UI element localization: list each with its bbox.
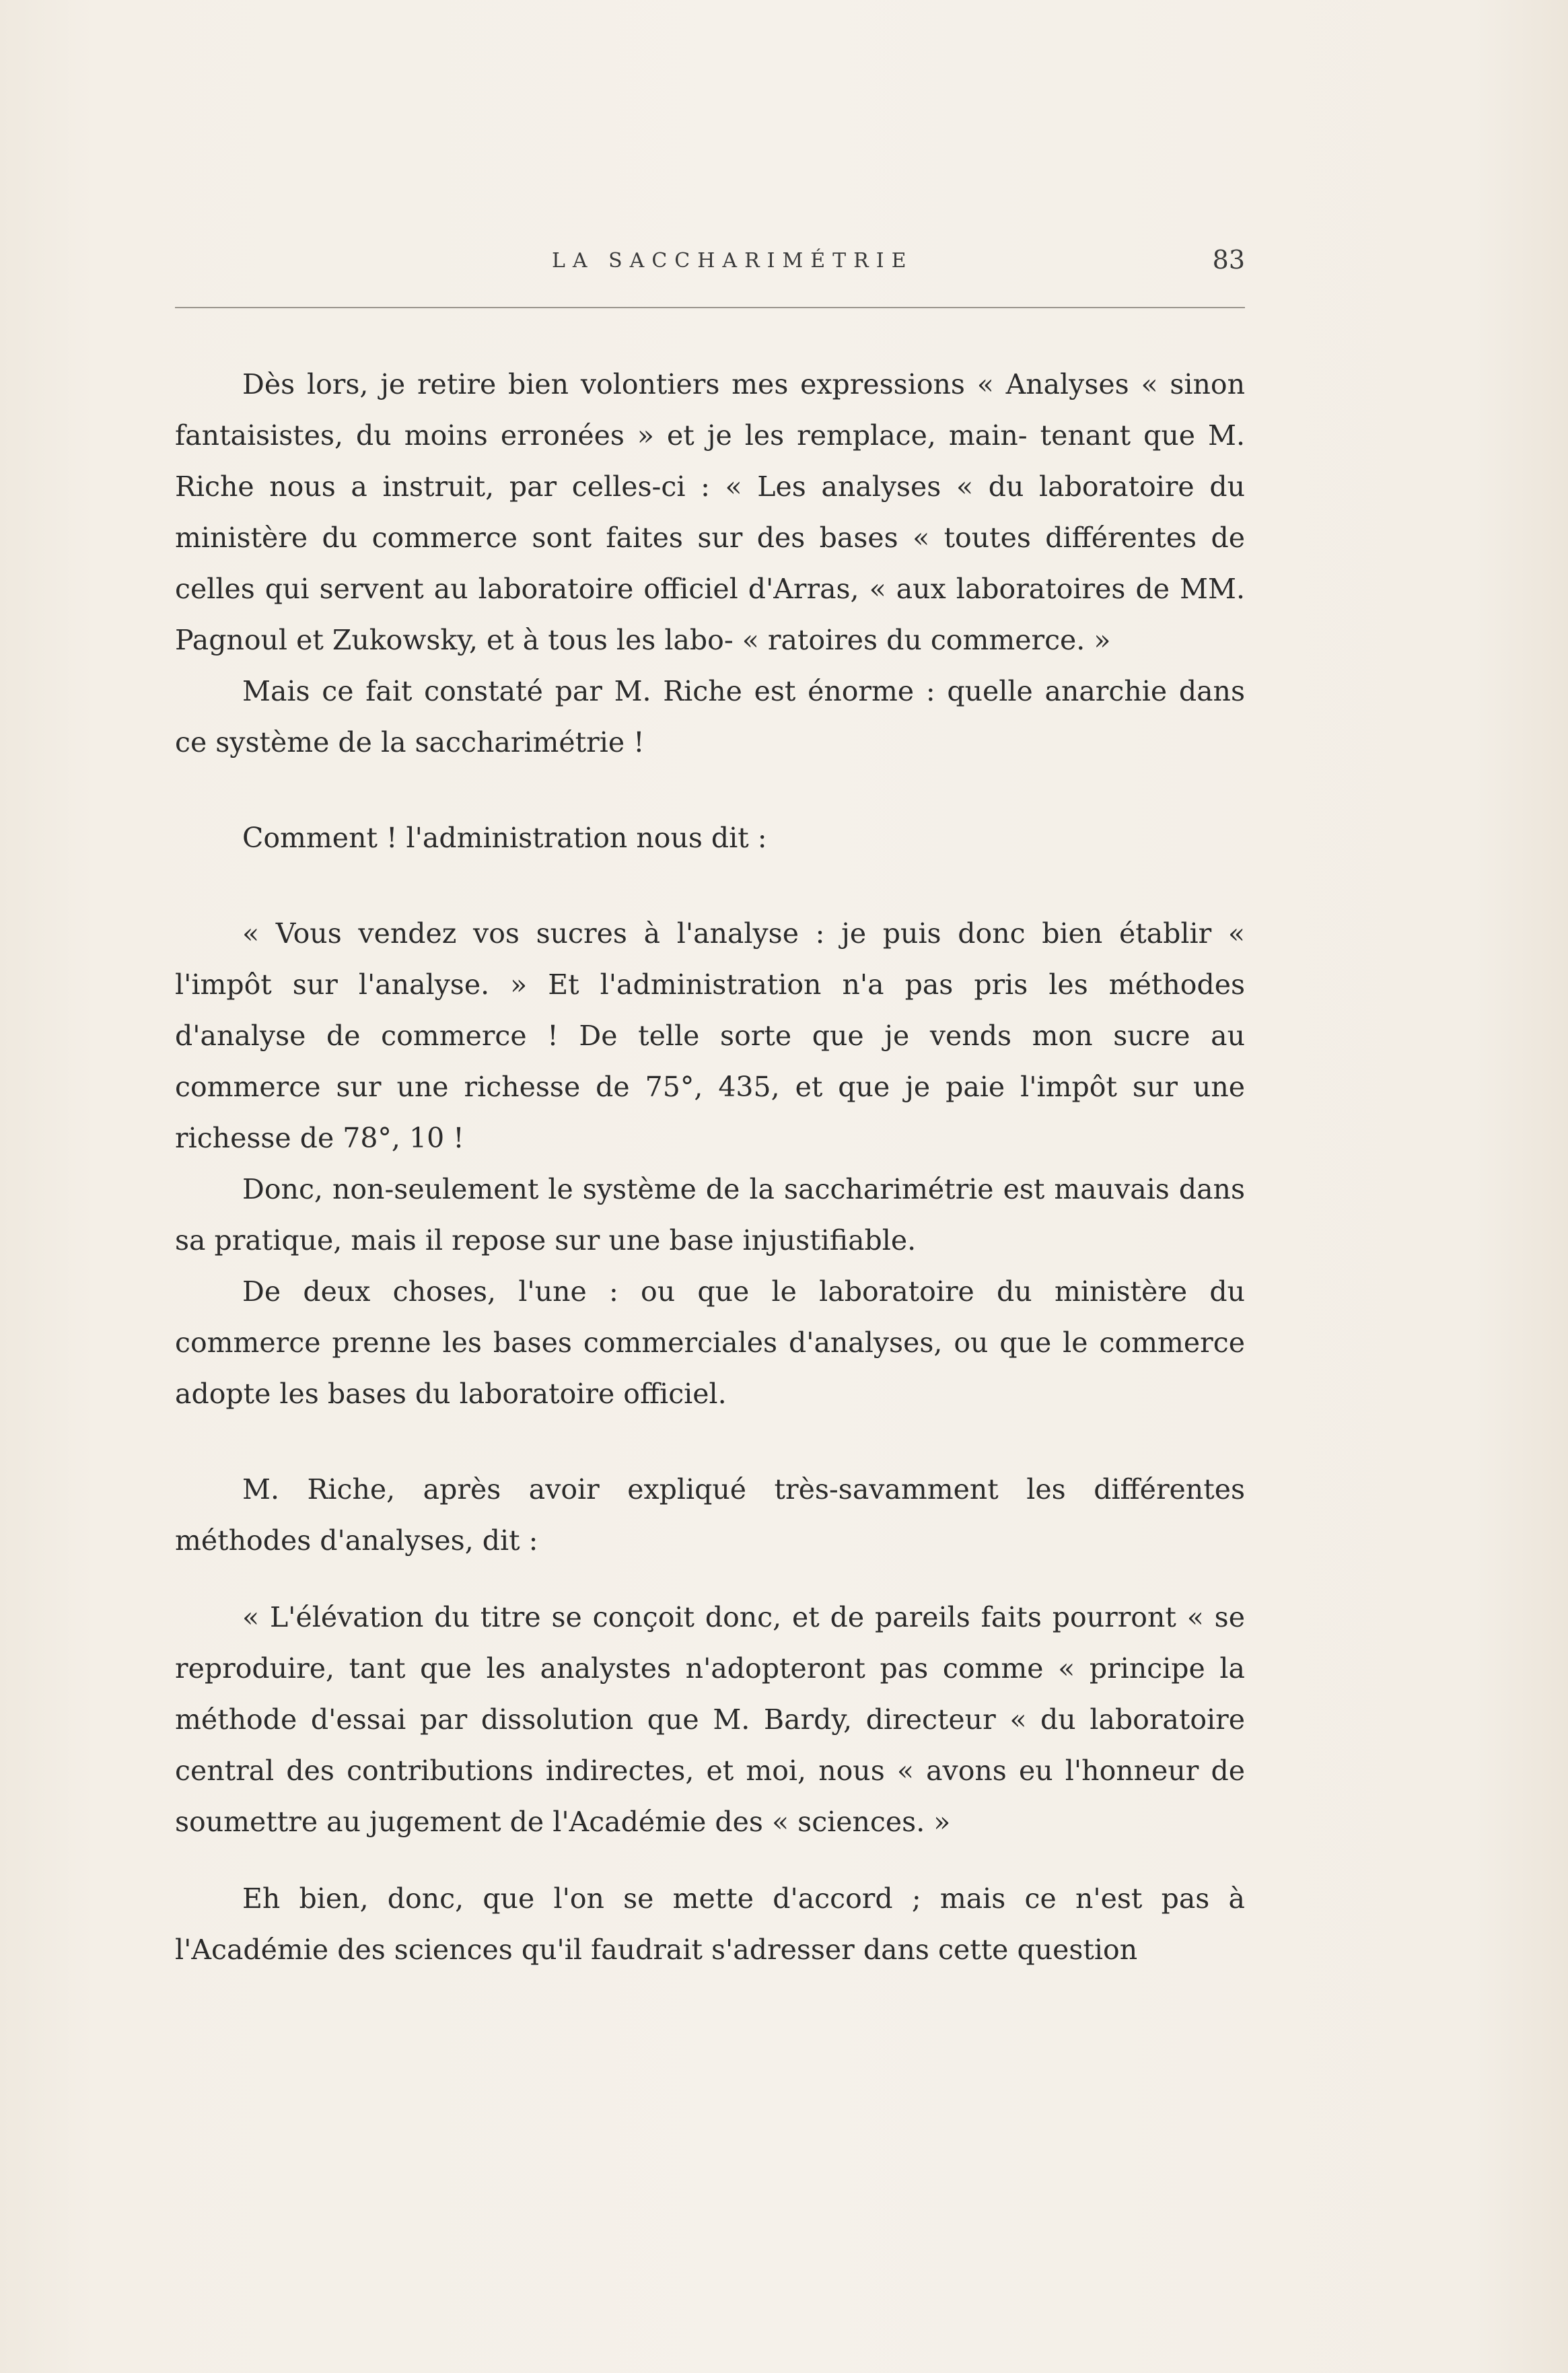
text-line: « sinon fantaisistes, du moins erronées » et je les remplace, main- — [175, 368, 1245, 452]
text-line: « l'impôt sur l'analyse. » Et l'administration n'a pas pris les méthodes — [175, 917, 1245, 1001]
text-line: commerce sur une richesse de 75°, 435, et que je paie l'impôt sur une — [175, 1071, 1245, 1103]
text-line: l'Académie des sciences qu'il faudrait s'adresser dans cette question — [175, 1934, 1138, 1966]
text-line: « principe la méthode d'essai par dissolution que M. Bardy, directeur — [175, 1652, 1245, 1736]
text-line: méthodes d'analyses, dit : — [175, 1524, 538, 1557]
text-line: Dès lors, je retire bien volontiers mes expressions « Analyses — [242, 368, 1129, 400]
paragraph — [175, 1592, 1245, 1847]
text-line: « du laboratoire du ministère du commerce sont faites sur des bases — [175, 470, 1245, 554]
text-line: « aux laboratoires de MM. Pagnoul et Zukowsky, et à tous les labo- — [175, 573, 1245, 656]
page-number: 83 — [1212, 245, 1245, 275]
text-line: M. Riche, après avoir expliqué très-savamment les différentes — [242, 1473, 1245, 1506]
text-line: « Vous vendez vos sucres à l'analyse : je puis donc bien établir — [242, 917, 1212, 950]
text-line: « L'élévation du titre se conçoit donc, et de pareils faits pourront — [242, 1601, 1176, 1633]
paragraph — [175, 359, 1245, 666]
text-line: d'analyse de commerce ! De telle sorte que je vends mon sucre au — [175, 1020, 1245, 1052]
text-line: commerce prenne les bases commerciales d'analyses, ou que le — [175, 1326, 1088, 1359]
header-rule — [175, 307, 1245, 308]
text-line: « avons eu l'honneur de soumettre au jugement de l'Académie des — [175, 1755, 1245, 1838]
text-line: commerce adopte les bases du laboratoire officiel. — [175, 1326, 1245, 1410]
text-line: « se reproduire, tant que les analystes n'adopteront pas comme — [175, 1601, 1245, 1685]
paragraph — [175, 1873, 1245, 1975]
text-line: Mais ce fait constaté par M. Riche est énorme : quelle anarchie — [242, 675, 1168, 707]
text-line: dans ce système de la saccharimétrie ! — [175, 675, 1245, 758]
text-line: « ratoires du commerce. » — [742, 624, 1111, 656]
text-line: Eh bien, donc, que l'on se mette d'accord ; mais ce n'est pas à — [242, 1882, 1245, 1915]
text-line: dans sa pratique, mais il repose sur une base injustifiable. — [175, 1173, 1245, 1256]
text-line: Comment ! l'administration nous dit : — [242, 822, 767, 854]
text-line: richesse de 78°, 10 ! — [175, 1122, 464, 1154]
body-text — [175, 359, 1245, 1975]
paragraph — [175, 812, 1245, 863]
paragraph — [175, 908, 1245, 1164]
paragraph — [175, 1464, 1245, 1566]
paragraph — [175, 1266, 1245, 1419]
text-line: « du laboratoire central des contributions indirectes, et moi, nous — [175, 1703, 1245, 1787]
text-line: « sciences. » — [772, 1806, 951, 1838]
running-title: LA SACCHARIMÉTRIE — [552, 249, 914, 273]
page-header — [175, 242, 1245, 283]
text-line: De deux choses, l'une : ou que le laboratoire du ministère du — [242, 1275, 1245, 1308]
text-line: « toutes différentes de celles qui servent au laboratoire officiel d'Arras, — [175, 522, 1245, 605]
paragraph — [175, 666, 1245, 768]
paragraph — [175, 1164, 1245, 1266]
text-line: Donc, non-seulement le système de la saccharimétrie est mauvais — [242, 1173, 1170, 1205]
text-line: tenant que M. Riche nous a instruit, par celles-ci : « Les analyses — [175, 419, 1245, 503]
